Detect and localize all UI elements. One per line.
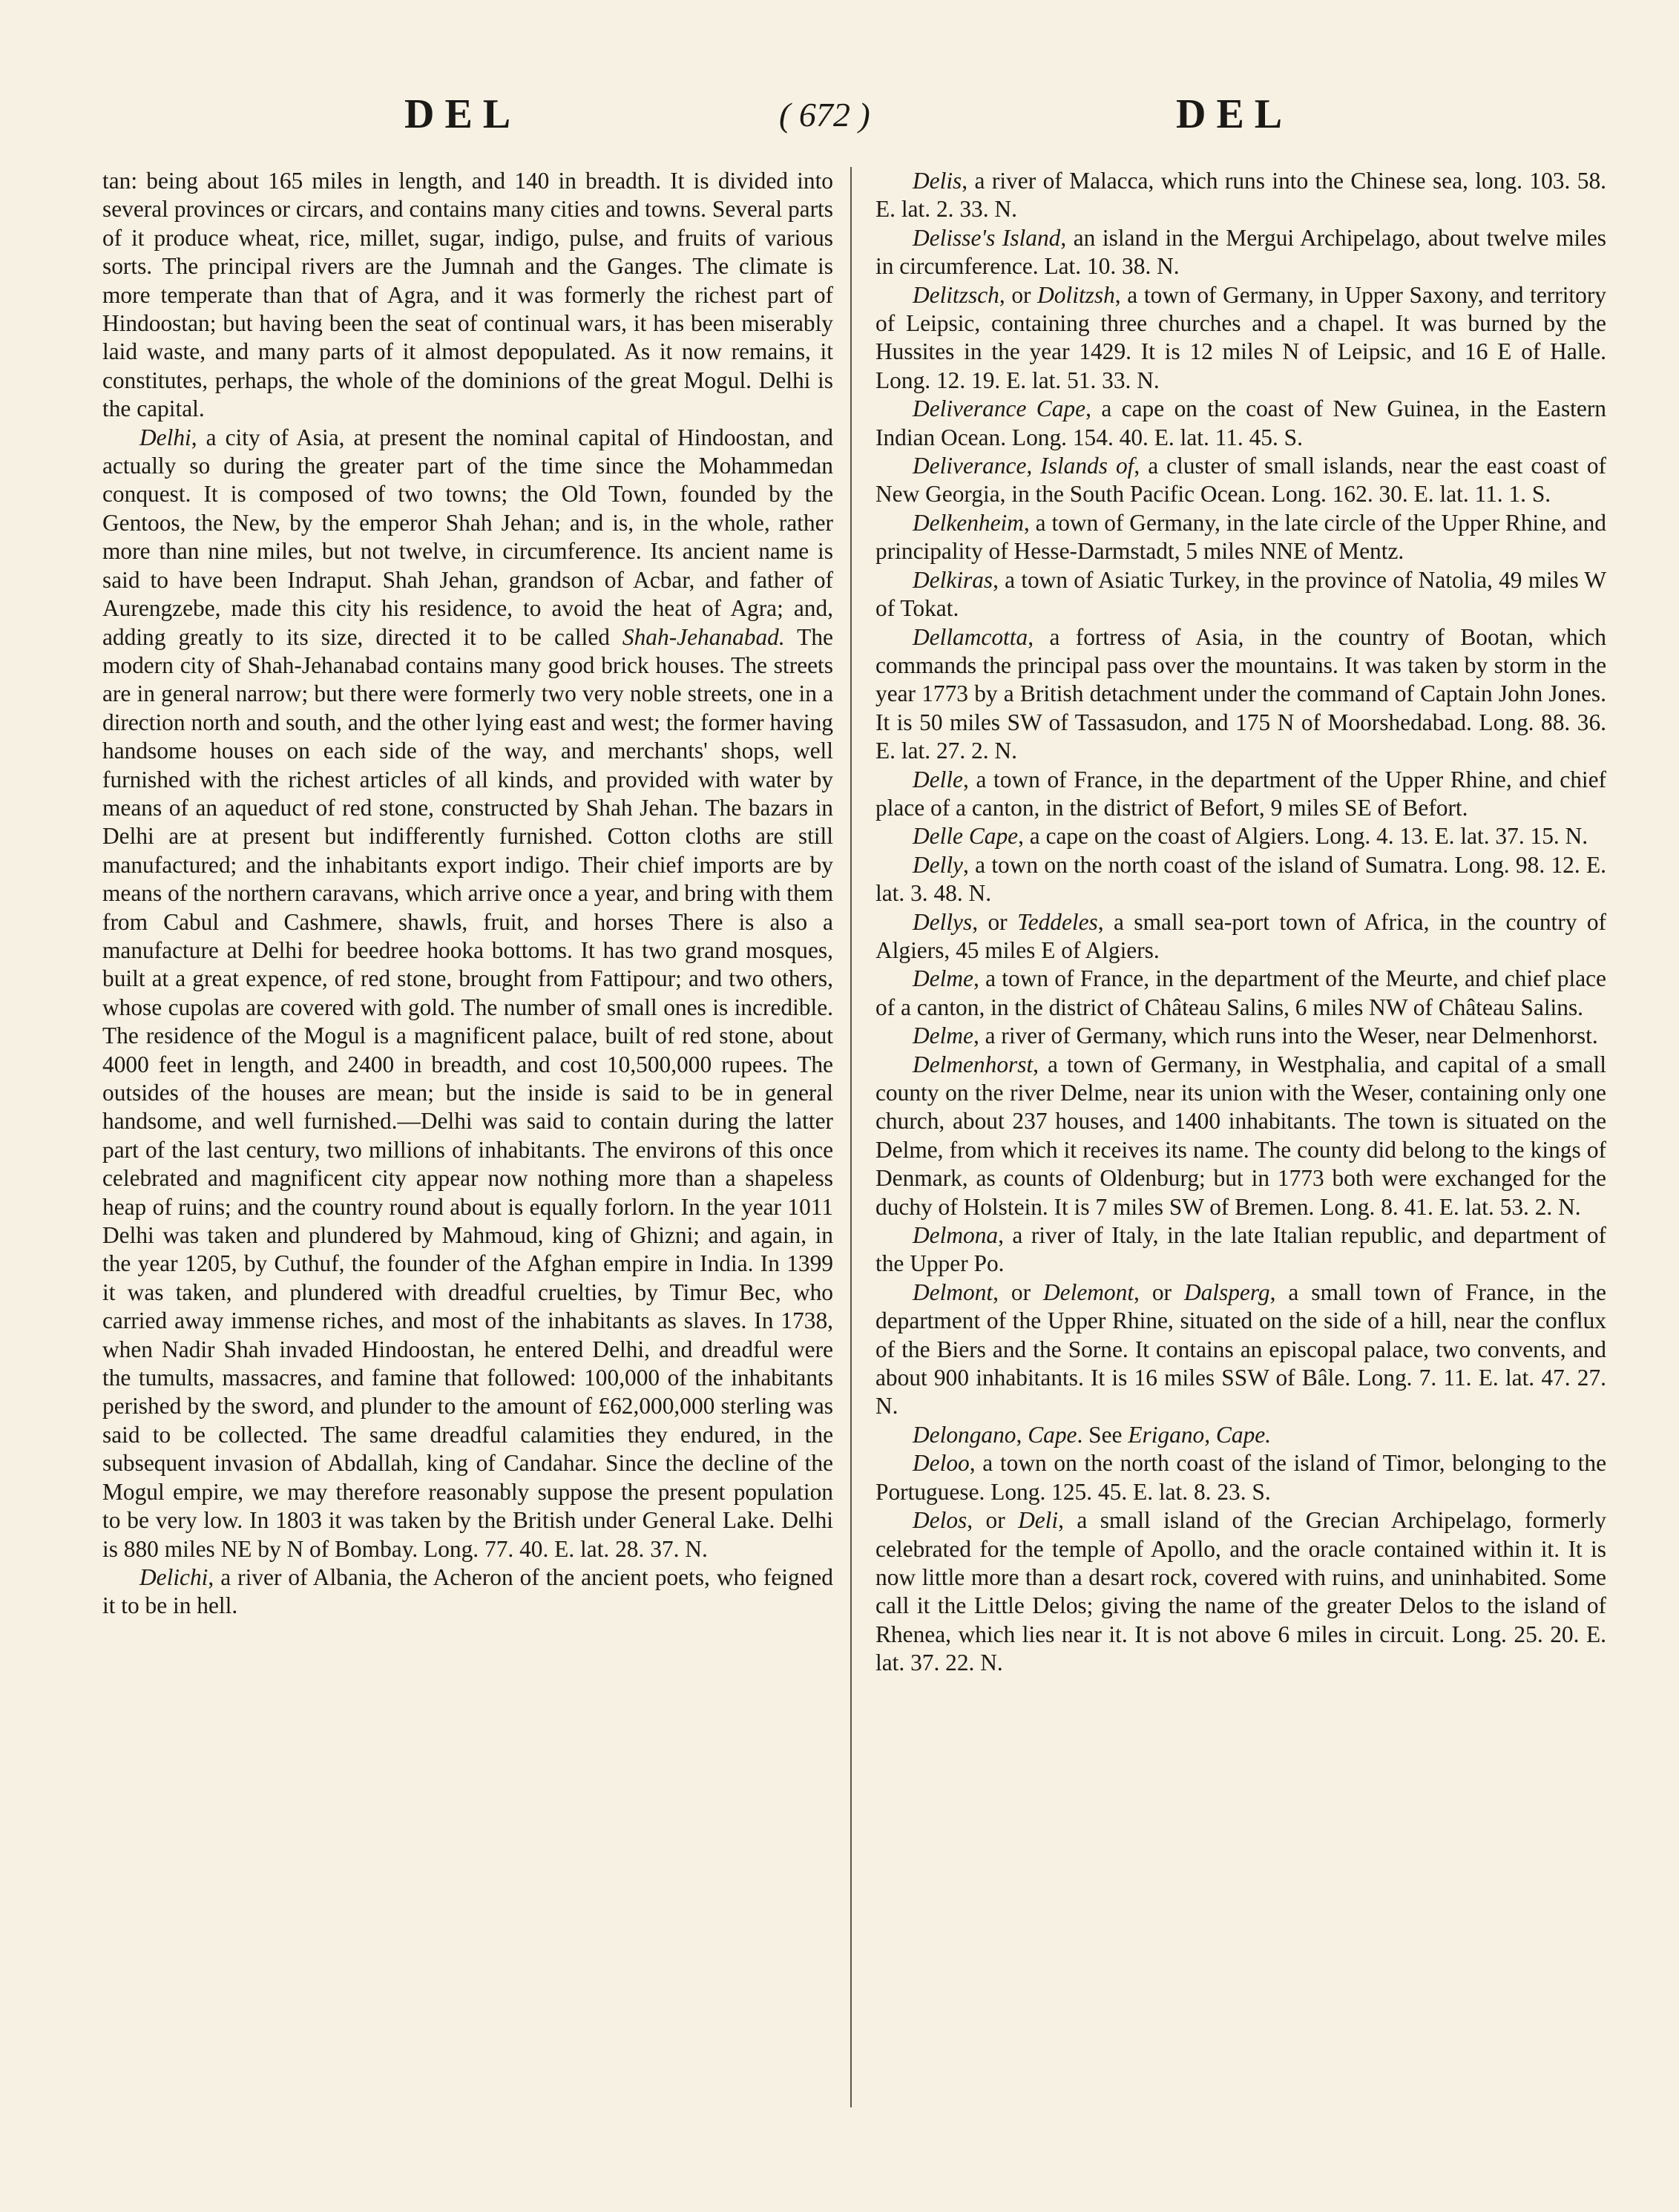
running-head	[0, 91, 1679, 150]
entry-headword: Delly	[913, 851, 963, 878]
header-left: DEL	[404, 91, 522, 137]
continued-text	[102, 167, 833, 424]
gazetteer-entry	[875, 1279, 1606, 1421]
entry-headword: Delle	[913, 766, 963, 792]
entry-connector: , or	[993, 1279, 1043, 1305]
entry-text: , a river of Albania, the Acheron of the ancient poets, who feigned it to be in hell.	[102, 1563, 833, 1619]
entry-headword: Delongano	[913, 1421, 1016, 1448]
gazetteer-entry	[875, 167, 1606, 224]
entry-headword: Delis	[913, 168, 962, 194]
entry-headword: Dellys	[913, 908, 973, 935]
gazetteer-entry	[875, 1449, 1606, 1506]
entry-headword: Cape	[1028, 1421, 1077, 1448]
entry-headword: Delkenheim	[913, 509, 1024, 536]
entry-text: , a city of Asia, at present the nominal capital of Hindoostan, and actually so during the greater part of the time since the Mohammedan conquest. It is composed of two towns; the Old Town, founded by the Gentoos, the New, by the emperor Shah Jehan; and is, in the whole, rather more than nine miles, but not twelve, in circumference. Its ancient name is said to have been Indraput. Shah Jehan, grandson of Acbar, and father of Aurengzebe, made this city his residence, to avoid the heat of Agra; and, adding greatly to its size, directed it to be called	[102, 424, 833, 650]
entry-text: , a fortress of Asia, in the country of Bootan, which commands the principal pass over the mountains. It was taken by storm in the year 1773 by a British detachment under the command of Captain John Jones. It is 50 miles SW of Tassasudon, and 175 N of Moorshedabad. Long. 88. 36. E. lat. 27. 2. N.	[875, 623, 1606, 764]
entry-headword: Dolitzsh	[1037, 281, 1115, 308]
entry-text: The modern city of Shah-Jehanabad contains many good brick houses. The streets are in general narrow; but there were formerly two very noble streets, one in a direction north and south, and the other lying east and west; the former having handsome houses on each side of the way, and merchants' shops, well furnished with the richest articles of all kinds, and provided with water by means of an aqueduct of red stone, constructed by Shah Jehan. The bazars in Delhi are at present but indifferently furnished. Cotton cloths are still manufactured; and the inhabitants export indigo. Their chief imports are by means of the northern caravans, which arrive once a year, and bring with them from Cabul and Cashmere, shawls, fruit, and horses There is also a manufacture at Delhi for beedree hooka bottoms. It has two grand mosques, built at a great expence, of red stone, brought from Fattipour; and two others, whose cupolas are covered with gold. The number of small ones is incredible. The residence of the Mogul is a magnificent palace, built of red stone, about 4000 feet in length, and 2400 in breadth, and cost 10,500,000 rupees. The outsides of the houses are mean; but the inside is said to be in general handsome, and well furnished.—Delhi was said to contain during the latter part of the last century, two millions of inhabitants. The environs of this once celebrated and magnificent city appear now nothing more than a shapeless heap of ruins; and the country round about is equally forlorn. In the year 1011 Delhi was taken and plundered by Mahmoud, king of Ghizni; and again, in the year 1205, by Cuthuf, the founder of the Afghan empire in India. In 1399 it was taken, and plundered with dreadful cruelties, by Timur Bec, who carried away immense riches, and most of the inhabitants as slaves. In 1738, when Nadir Shah invaded Hindoostan, he entered Delhi, and dreadful were the tumults, massacres, and famine that followed: 100,000 of the inhabitants perished by the sword, and plunder to the amount of £62,000,000 sterling was said to be collected. The same dreadful calamities they endured, in the subsequent invasion of Abdallah, king of Candahar. Since the decline of the Mogul empire, we may therefore reasonably suppose the present population to be very low. In 1803 it was taken by the British under General Lake. Delhi is 880 miles NE by N of Bombay. Long. 77. 40. E. lat. 28. 37. N.	[102, 623, 833, 1562]
column-divider	[850, 167, 852, 2107]
gazetteer-entry	[875, 395, 1606, 452]
entry-headword: Delisse's Island	[913, 224, 1061, 251]
gazetteer-entry	[875, 1221, 1606, 1279]
entry-headword: Deliverance, Islands of	[913, 453, 1134, 479]
entry-connector: , or	[967, 1507, 1019, 1534]
entry-text: , a cape on the coast of Algiers. Long. 4. 13. E. lat. 37. 15. N.	[1018, 823, 1588, 850]
entry-text: , a cluster of small islands, near the east coast of New Georgia, in the South Pacific Ocean. Long. 162. 30. E. lat. 11. 1. S.	[875, 453, 1606, 508]
entry-headword: Delmont	[913, 1279, 993, 1305]
entry-text: , a small town of France, in the department of the Upper Rhine, situated on the side of a hill, near the conflux of the Biers and the Sorne. It contains an episcopal palace, two convents, and about 900 inhabitants. It is 16 miles SSW of Bâle. Long. 7. 11. E. lat. 47. 27. N.	[875, 1279, 1606, 1420]
entry-connector: , or	[972, 908, 1018, 935]
entry-text: tan: being about 165 miles in length, and 140 in breadth. It is divided into several provinces or circars, and contains many cities and towns. Several parts of it produce wheat, rice, millet, sugar, indigo, pulse, and fruits of various sorts. The principal rivers are the Jumnah and the Ganges. The climate is more temperate than that of Agra, and it was formerly the richest part of Hindoostan; but having been the seat of continual wars, it has been miserably laid waste, and many parts of it almost depopulated. As it now remains, it constitutes, perhaps, the whole of the dominions of the great Mogul. Delhi is the capital.	[102, 168, 833, 422]
gazetteer-entry	[875, 224, 1606, 281]
gazetteer-entry	[875, 822, 1606, 850]
gazetteer-entry	[875, 509, 1606, 566]
entry-headword: Teddeles	[1017, 908, 1098, 935]
entry-connector: , or	[999, 281, 1038, 308]
entry-headword: Delle Cape	[913, 823, 1019, 850]
entry-text: , a town on the north coast of the island of Sumatra. Long. 98. 12. E. lat. 3. 48. N.	[875, 851, 1606, 907]
entry-headword: Deloo	[913, 1450, 970, 1477]
entry-text: , a river of Italy, in the late Italian republic, and department of the Upper Po.	[875, 1222, 1606, 1277]
entry-headword: Deliverance Cape	[913, 396, 1086, 422]
entry-text: , a river of Germany, which runs into the Weser, near Delmenhorst.	[973, 1023, 1598, 1049]
entry-italic-text: Erigano, Cape.	[1128, 1421, 1272, 1448]
header-right: DEL	[1176, 91, 1293, 137]
entry-headword: Dalsperg	[1183, 1279, 1270, 1305]
entry-text: , a town of Germany, in Westphalia, and capital of a small county on the river Delme, near its union with the Weser, containing only one church, about 237 houses, and 1400 inhabitants. The town is situated on the Delme, from which it receives its name. The county did belong to the kings of Denmark, as counts of Oldenburg; but in 1773 both were exchanged for the duchy of Holstein. It is 7 miles SW of Bremen. Long. 8. 41. E. lat. 53. 2. N.	[875, 1051, 1606, 1220]
gazetteer-entry	[875, 1022, 1606, 1050]
entry-text: , a town of Germany, in Upper Saxony, and territory of Leipsic, containing three churches and a chapel. It was burned by the Hussites in the year 1429. It is 12 miles N of Leipsic, and 16 E of Halle. Long. 12. 19. E. lat. 51. 33. N.	[875, 281, 1606, 393]
entry-headword: Delitzsch	[913, 281, 999, 308]
gazetteer-entry	[102, 424, 833, 1563]
entry-text: , a small sea-port town of Africa, in the country of Algiers, 45 miles E of Algiers.	[875, 908, 1606, 963]
right-column	[875, 167, 1606, 2185]
entry-text: , an island in the Mergui Archipelago, about twelve miles in circumference. Lat. 10. 38. N.	[875, 224, 1606, 280]
entry-text: , a town of France, in the department of the Meurte, and chief place of a canton, in the district of Château Salins, 6 miles NW of Château Salins.	[875, 965, 1606, 1020]
entry-headword: Delhi	[139, 424, 191, 450]
entry-headword: Delmona	[913, 1222, 999, 1249]
gazetteer-entry	[875, 452, 1606, 509]
gazetteer-entry	[102, 1563, 833, 1621]
gazetteer-entry	[875, 766, 1606, 823]
entry-headword: Delichi	[139, 1563, 208, 1590]
entry-text: , a small island of the Grecian Archipelago, formerly celebrated for the temple of Apollo, and the oracle contained within it. It is now little more than a desart rock, covered with ruins, and uninhabited. Some call it the Little Delos; giving the name of the greater Delos to the island of Rhenea, which lies near it. It is not above 6 miles in circuit. Long. 25. 20. E. lat. 37. 22. N.	[875, 1507, 1606, 1676]
gazetteer-entry	[875, 851, 1606, 908]
entry-headword: Deli	[1018, 1507, 1059, 1534]
gazetteer-entry	[875, 1506, 1606, 1677]
entry-text: , a town on the north coast of the island of Timor, belonging to the Portuguese. Long. 125. 45. E. lat. 8. 23. S.	[875, 1450, 1606, 1505]
entry-text: , a town of Asiatic Turkey, in the province of Natolia, 49 miles W of Tokat.	[875, 566, 1606, 622]
entry-headword: Delme	[913, 965, 973, 992]
gazetteer-entry	[875, 281, 1606, 396]
entry-text: , a town of France, in the department of the Upper Rhine, and chief place of a canton, in the district of Befort, 9 miles SE of Befort.	[875, 766, 1606, 821]
gazetteer-entry	[875, 623, 1606, 766]
entry-italic-text: Shah-Jehanabad.	[622, 623, 785, 650]
gazetteer-entry	[875, 566, 1606, 623]
entry-text: , a cape on the coast of New Guinea, in the Eastern Indian Ocean. Long. 154. 40. E. lat. 11. 45. S.	[875, 396, 1606, 450]
entry-headword: Delos	[913, 1507, 967, 1534]
entry-headword: Dellamcotta	[913, 623, 1028, 650]
gazetteer-entry	[875, 1421, 1606, 1449]
entry-text: , a river of Malacca, which runs into the Chinese sea, long. 103. 58. E. lat. 2. 33. N.	[875, 168, 1606, 223]
gazetteer-entry	[875, 965, 1606, 1022]
entry-headword: Delme	[913, 1023, 973, 1049]
entry-connector: , or	[1134, 1279, 1184, 1305]
entry-connector: ,	[1016, 1421, 1028, 1448]
left-column	[102, 167, 833, 2185]
entry-headword: Delemont	[1043, 1279, 1134, 1305]
gazetteer-entry	[875, 1051, 1606, 1221]
entry-text: , a town of Germany, in the late circle of the Upper Rhine, and principality of Hesse-Darmstadt, 5 miles NNE of Mentz.	[875, 509, 1606, 565]
gazetteer-entry	[875, 908, 1606, 965]
entry-headword: Delkiras	[913, 566, 993, 593]
entry-headword: Delmenhorst	[913, 1051, 1034, 1077]
page-number: ( 672 )	[779, 96, 870, 134]
entry-text: . See	[1077, 1421, 1128, 1448]
